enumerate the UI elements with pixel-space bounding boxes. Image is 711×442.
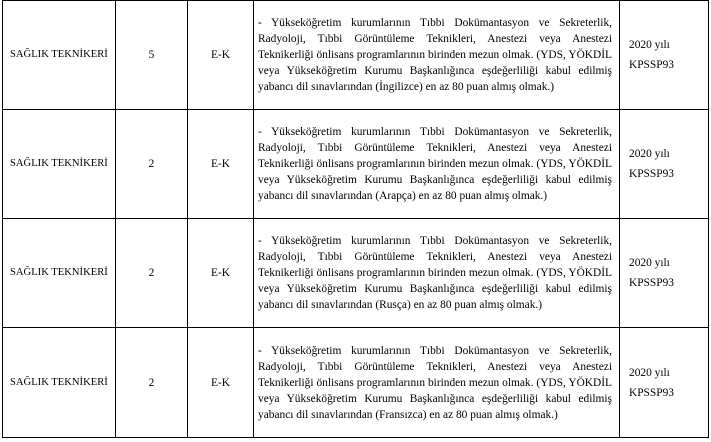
exam-score-type: KPSSP93 xyxy=(629,277,674,289)
position-count: 2 xyxy=(116,110,188,219)
qualification-text: - Yükseköğretim kurumlarının Tıbbi Dokümantasyon ve Sekreterlik, Radyoloji, Tıbbi Görüntüleme Teknikleri, Anestezi veya Anestezi Teknikerliği önlisans programlarının birinden mezun olmak. (YDS, YÖKDİL veya Yükseköğretim Kurumu Başkanlığınca eşdeğerliliği kabul edilmiş yabancı dil sınavlarından (İngilizce) en az 80 puan almış olmak.) xyxy=(254,1,620,110)
position-title: SAĞLIK TEKNİKERİ xyxy=(3,219,116,328)
gender-code: E-K xyxy=(188,1,254,110)
exam-info xyxy=(620,328,709,438)
position-count: 2 xyxy=(116,219,188,328)
positions-table xyxy=(2,0,709,438)
position-title: SAĞLIK TEKNİKERİ xyxy=(3,1,116,110)
position-title: SAĞLIK TEKNİKERİ xyxy=(3,328,116,438)
gender-code: E-K xyxy=(188,328,254,438)
exam-score-type: KPSSP93 xyxy=(629,386,674,399)
table-row xyxy=(3,219,709,328)
exam-year: 2020 yılı xyxy=(629,257,670,269)
table-row xyxy=(3,110,709,219)
position-count: 5 xyxy=(116,1,188,110)
exam-year: 2020 yılı xyxy=(629,366,670,379)
exam-year: 2020 yılı xyxy=(629,148,670,160)
gender-code: E-K xyxy=(188,110,254,219)
exam-info xyxy=(620,219,709,328)
exam-info xyxy=(620,1,709,110)
table-row xyxy=(3,1,709,110)
exam-year: 2020 yılı xyxy=(629,39,670,51)
qualification-text: - Yükseköğretim kurumlarının Tıbbi Dokümantasyon ve Sekreterlik, Radyoloji, Tıbbi Görüntüleme Teknikleri, Anestezi veya Anestezi Teknikerliği önlisans programlarının birinden mezun olmak. (YDS, YÖKDİL veya Yükseköğretim Kurumu Başkanlığınca eşdeğerliliği kabul edilmiş yabancı dil sınavlarından (Rusça) en az 80 puan almış olmak.) xyxy=(254,219,620,328)
exam-score-type: KPSSP93 xyxy=(629,168,674,180)
exam-score-type: KPSSP93 xyxy=(629,59,674,71)
position-count: 2 xyxy=(116,328,188,438)
gender-code: E-K xyxy=(188,219,254,328)
qualification-text: - Yükseköğretim kurumlarının Tıbbi Dokümantasyon ve Sekreterlik, Radyoloji, Tıbbi Görüntüleme Teknikleri, Anestezi veya Anestezi Teknikerliği önlisans programlarının birinden mezun olmak. (YDS, YÖKDİL veya Yükseköğretim Kurumu Başkanlığınca eşdeğerliliği kabul edilmiş yabancı dil sınavlarından (Fransızca) en az 80 puan almış olmak.) xyxy=(254,328,620,438)
position-title: SAĞLIK TEKNİKERİ xyxy=(3,110,116,219)
exam-info xyxy=(620,110,709,219)
table-row xyxy=(3,328,709,438)
qualification-text: - Yükseköğretim kurumlarının Tıbbi Dokümantasyon ve Sekreterlik, Radyoloji, Tıbbi Görüntüleme Teknikleri, Anestezi veya Anestezi Teknikerliği önlisans programlarının birinden mezun olmak. (YDS, YÖKDİL veya Yükseköğretim Kurumu Başkanlığınca eşdeğerliliği kabul edilmiş yabancı dil sınavlarından (Arapça) en az 80 puan almış olmak.) xyxy=(254,110,620,219)
